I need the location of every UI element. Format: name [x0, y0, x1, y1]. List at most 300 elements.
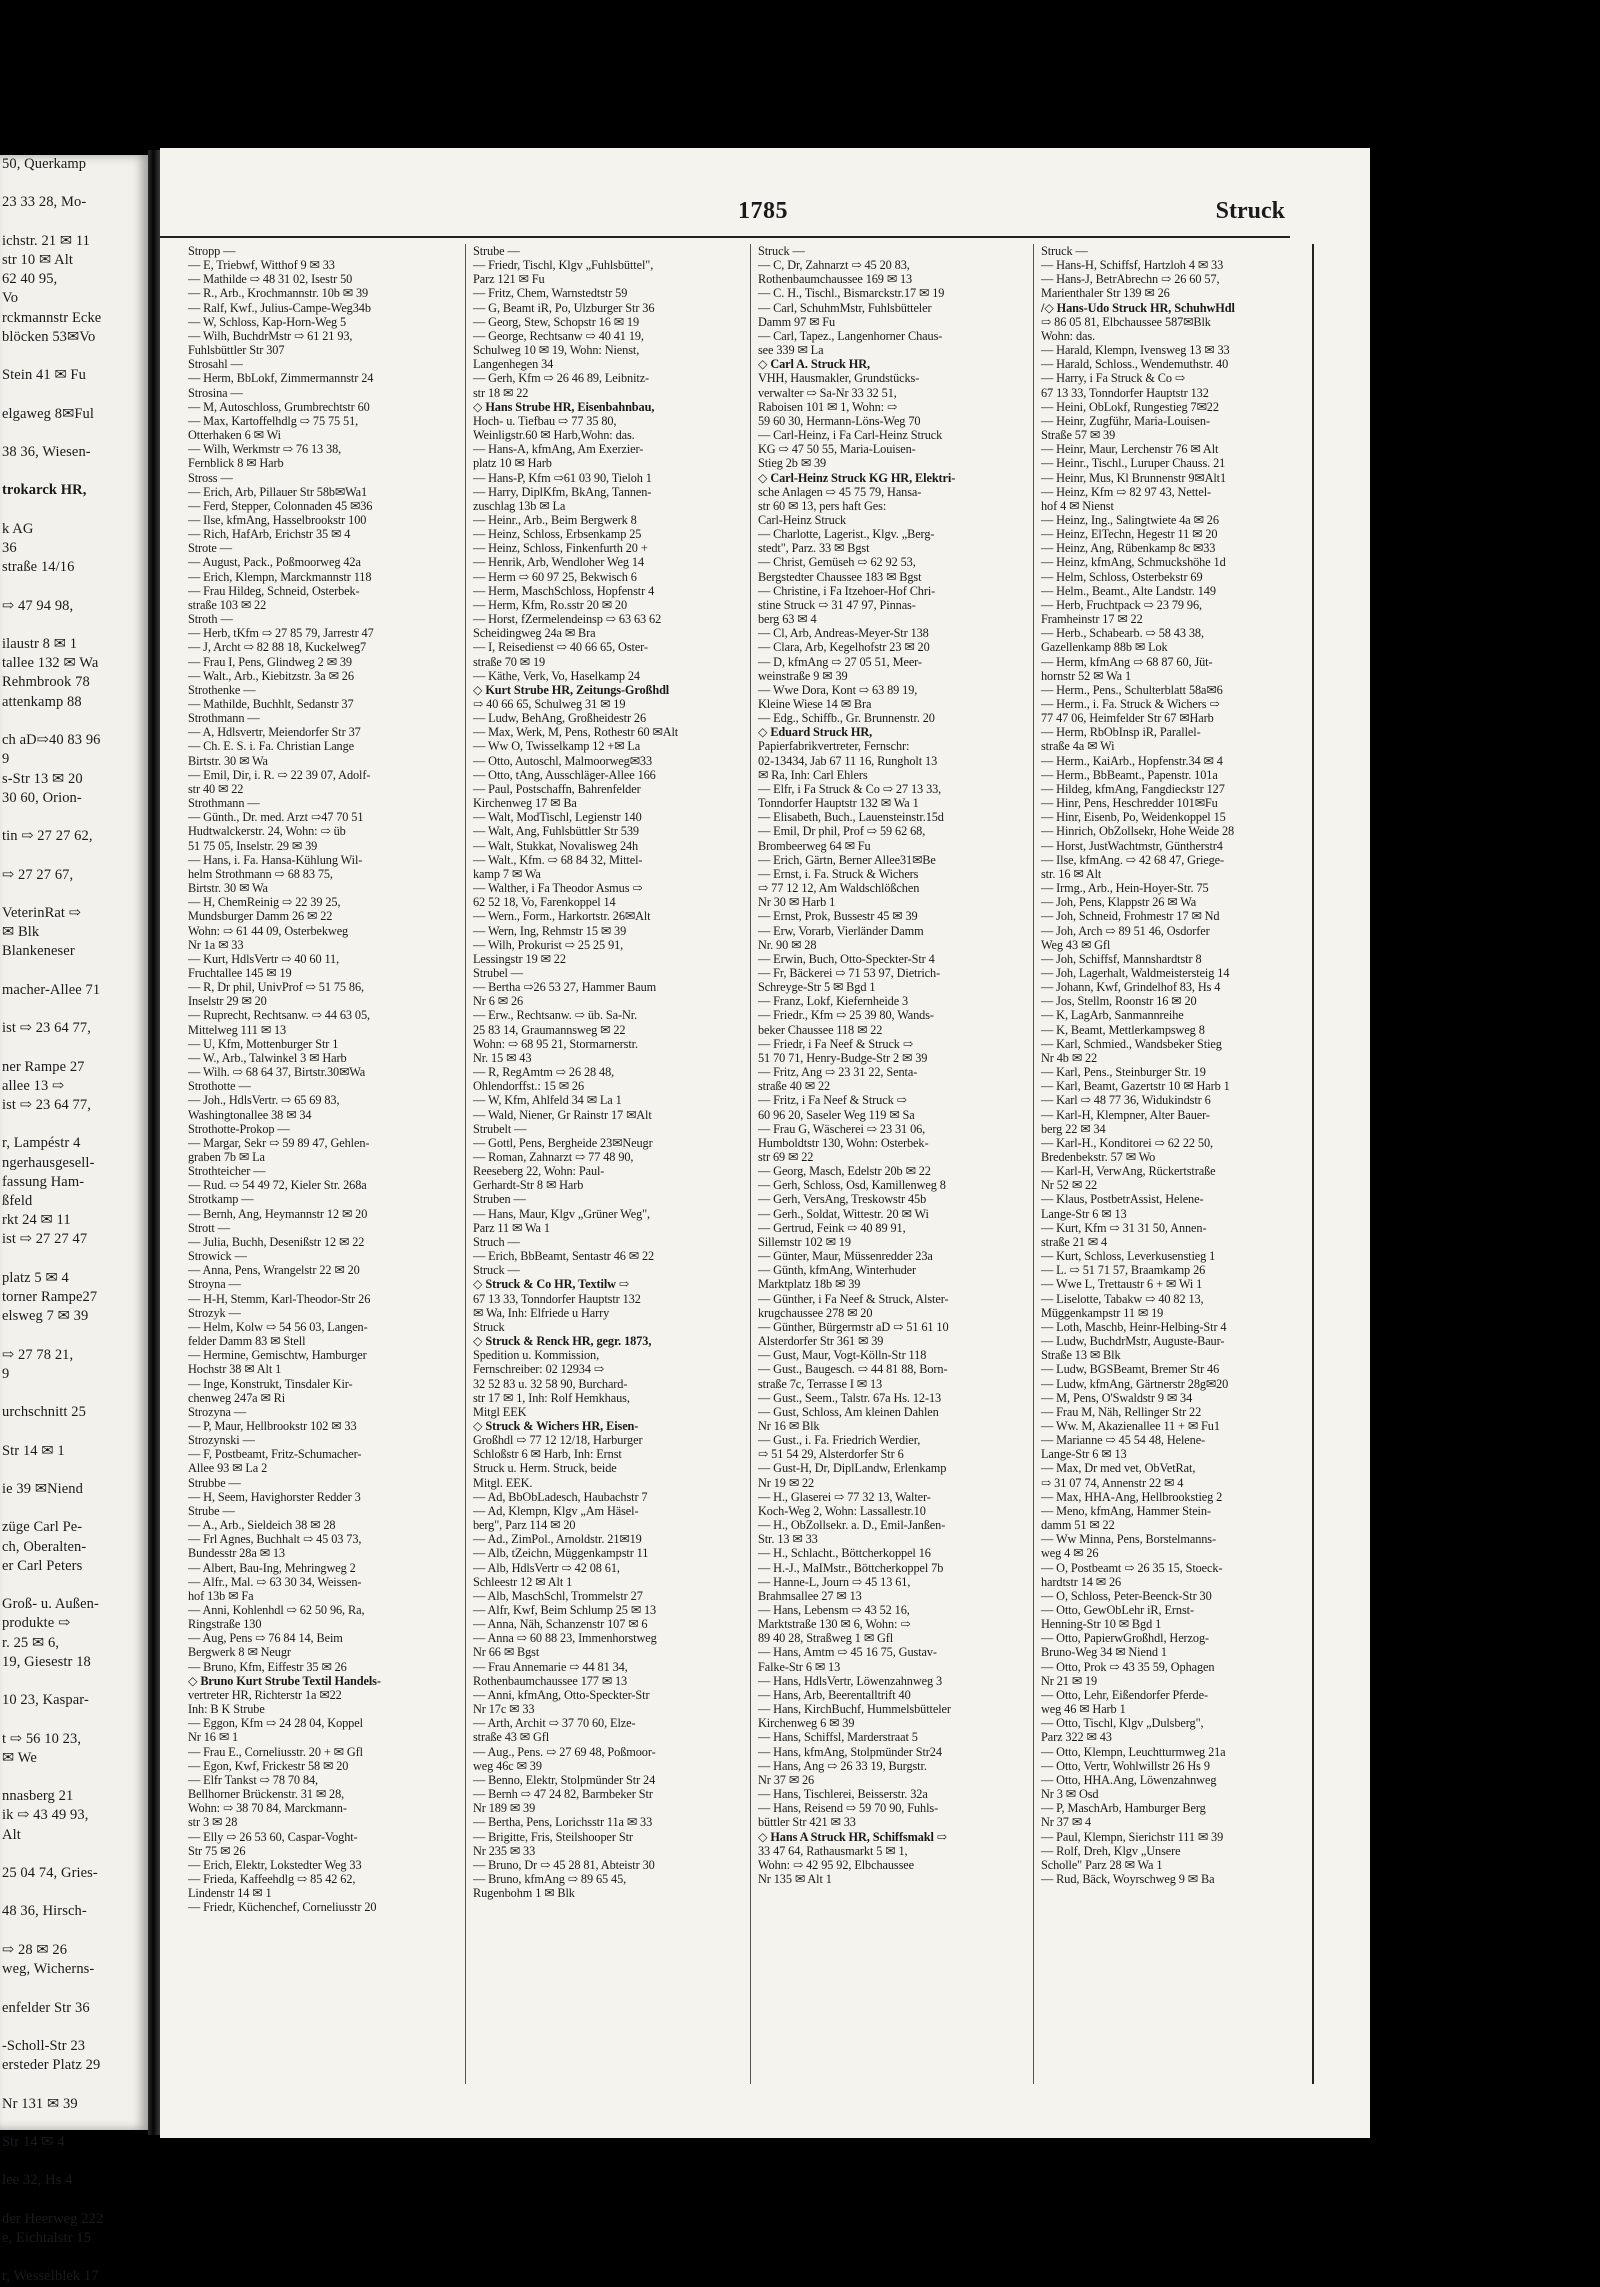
left-page-text-fragment: [0, 846, 148, 865]
directory-entry-line: Birtstr. 30 ✉ Wa: [188, 753, 268, 768]
left-page-text-fragment: tin ⇨ 27 27 62,: [2, 828, 93, 845]
left-page-text-fragment: [0, 577, 148, 596]
directory-entry-line: — Hans, Tischlerei, Beisserstr. 32a: [758, 1787, 928, 1802]
directory-entry-line: Stroth —: [188, 612, 233, 627]
left-page-text-fragment: Rehmbrook 78: [2, 674, 90, 691]
directory-entry-line: — Herm, RbObInsp iR, Parallel-: [1041, 725, 1201, 740]
directory-entry-line: Fernblick 8 ✉ Harb: [188, 456, 284, 471]
directory-entry-line: Wohn: ⇨ 38 70 84, Marckmann-: [188, 1801, 347, 1816]
directory-entry-line: weg 46 ✉ Harb 1: [1041, 1702, 1126, 1717]
directory-entry-line: — Julia, Buchh, Desenißstr 12 ✉ 22: [188, 1234, 365, 1249]
directory-entry-line: — W., Arb., Talwinkel 3 ✉ Harb: [188, 1050, 347, 1065]
directory-entry-line: — Walt., Arb., Kiebitzstr. 3a ✉ 26: [188, 668, 354, 683]
directory-column-4: [1041, 244, 1309, 1886]
directory-entry-line: Strothotte —: [188, 1079, 251, 1094]
directory-entry-line: Otterhaken 6 ✉ Wi: [188, 428, 281, 443]
left-page-text-fragment: rckmannstr Ecke: [2, 309, 102, 326]
running-head: Struck: [1215, 198, 1285, 224]
directory-entry-line: — Gerh, VersAng, Treskowstr 45b: [758, 1192, 927, 1207]
directory-entry-line: — Johann, Kwf, Grindelhof 83, Hs 4: [1041, 980, 1221, 995]
left-page-text-fragment: [0, 1710, 148, 1729]
directory-entry-line: — H, Seem, Havighorster Redder 3: [188, 1489, 361, 1504]
directory-entry-line: ⇨ 51 54 29, Alsterdorfer Str 6: [758, 1447, 904, 1462]
directory-entry-line: — Elly ⇨ 26 53 60, Caspar-Voght-: [188, 1829, 358, 1844]
directory-entry-line: kamp 7 ✉ Wa: [473, 866, 541, 881]
directory-entry-line: — Heinr, Maur, Lerchenstr 76 ✉ Alt: [1041, 442, 1219, 457]
directory-entry-line: ⇨ 31 07 74, Annenstr 22 ✉ 4: [1041, 1475, 1184, 1490]
directory-entry-line: Fernschreiber: 02 12934 ⇨: [473, 1362, 605, 1377]
directory-entry-line: — Hans, HdlsVertr, Löwenzahnweg 3: [758, 1673, 943, 1688]
left-page-text-fragment: torner Rampe27: [2, 1288, 98, 1305]
left-page-text-fragment: 9: [2, 1365, 10, 1382]
directory-entry-line: — Wwe L, Trettaustr 6 + ✉ Wi 1: [1041, 1277, 1203, 1292]
directory-entry-line: helm Strothmann ⇨ 68 83 75,: [188, 866, 333, 881]
directory-entry-line: Brombeerweg 64 ✉ Fu: [758, 838, 871, 853]
directory-entry-line: — U, Kfm, Mottenburger Str 1: [188, 1036, 339, 1051]
directory-entry-line: — Günth, kfmAng, Winterhuder: [758, 1263, 917, 1278]
directory-entry-line: — G, Beamt iR, Po, Ulzburger Str 36: [473, 300, 655, 315]
directory-entry-line: — Herm., KaiArb., Hopfenstr.34 ✉ 4: [1041, 753, 1223, 768]
column-divider: [750, 244, 751, 2084]
directory-entry-line: Lange-Str 6 ✉ 13: [1041, 1447, 1127, 1462]
directory-entry-line: — Erich, BbBeamt, Sentastr 46 ✉ 22: [473, 1249, 655, 1264]
left-page-text-fragment: [0, 1672, 148, 1691]
directory-entry-line: — Ludw, kfmAng, Gärtnerstr 28g✉20: [1041, 1376, 1229, 1391]
directory-entry-line: — K, LagArb, Sanmannreihe: [1041, 1008, 1184, 1023]
directory-entry-line: Lessingstr 19 ✉ 22: [473, 951, 566, 966]
directory-entry-line: Bruno-Weg 34 ✉ Niend 1: [1041, 1645, 1167, 1660]
directory-entry-line: Wohn: ⇨ 42 95 92, Elbchaussee: [758, 1857, 914, 1872]
directory-entry-line: Bergwerk 8 ✉ Neugr: [188, 1645, 291, 1660]
directory-entry-line: weinstraße 9 ✉ 39: [758, 668, 848, 683]
directory-entry-line: Fruchtallee 145 ✉ 19: [188, 965, 292, 980]
directory-entry-line: — Heinz, Ang, Rübenkamp 8c ✉33: [1041, 541, 1216, 556]
left-page-text-fragment: 10 23, Kaspar-: [2, 1692, 89, 1709]
directory-entry-line: — A., Arb., Sieldeich 38 ✉ 28: [188, 1518, 336, 1533]
directory-entry-line: Nr. 90 ✉ 28: [758, 937, 817, 952]
directory-entry-line: — Ww. M, Akazienallee 11 + ✉ Fu1: [1041, 1418, 1220, 1433]
directory-entry-line: — Mathilde, Buchhlt, Sedanstr 37: [188, 697, 354, 711]
directory-entry-line: Struch —: [473, 1234, 520, 1249]
directory-entry-line: — I, Reisedienst ⇨ 40 66 65, Oster-: [473, 640, 648, 655]
left-page-text-fragment: [0, 885, 148, 904]
directory-entry-line: zuschlag 13b ✉ La: [473, 498, 566, 513]
page-header: [160, 198, 1370, 232]
directory-entry-line: Strubel —: [473, 965, 523, 980]
directory-entry-line: — Ad., ZimPol., Arnoldstr. 21✉19: [473, 1532, 642, 1547]
directory-entry-line: — Henrik, Arb, Wendloher Weg 14: [473, 555, 645, 570]
directory-entry-line: — Rud. ⇨ 54 49 72, Kieler Str. 268a: [188, 1178, 367, 1193]
directory-entry-line: — Heinz, ElTechn, Hegestr 11 ✉ 20: [1041, 527, 1218, 542]
left-page-text-fragment: Groß- u. Außen-: [2, 1596, 99, 1613]
directory-entry-line: Strubelt —: [473, 1121, 527, 1136]
left-page-text-fragment: 30 60, Orion-: [2, 789, 82, 806]
directory-entry-line: Brahmsallee 27 ✉ 13: [758, 1588, 862, 1603]
left-page-text-fragment: VeterinRat ⇨: [2, 904, 81, 921]
directory-entry-line: — Hans, Reisend ⇨ 59 70 90, Fuhls-: [758, 1801, 939, 1816]
left-page-text-fragment: [0, 2075, 148, 2094]
directory-entry-line: Str 75 ✉ 26: [188, 1843, 246, 1858]
left-page-text-fragment: ner Rampe 27: [2, 1058, 85, 1075]
directory-entry-line: — Rich, HafArb, Erichstr 35 ✉ 4: [188, 527, 351, 542]
left-page-text-fragment: ichstr. 21 ✉ 11: [2, 232, 91, 249]
directory-entry-line: — Alb, HdlsVertr ⇨ 42 08 61,: [473, 1560, 620, 1575]
directory-entry-line: — Otto, Autoschl, Malmoorweg✉33: [473, 753, 653, 768]
left-page-text-fragment: [0, 1922, 148, 1941]
directory-entry-line: — Karl ⇨ 48 77 36, Widukindstr 6: [1041, 1093, 1211, 1108]
directory-entry-line: — Ww O, Twisselkamp 12 +✉ La: [473, 739, 641, 754]
directory-entry-line: — Gust., Seem., Talstr. 67a Hs. 12-13: [758, 1390, 942, 1405]
directory-entry-line: — Brigitte, Fris, Steilshooper Str: [473, 1829, 633, 1844]
directory-entry-line: — August, Pack., Poßmoorweg 42a: [188, 555, 361, 570]
directory-entry-line: Marktplatz 18b ✉ 39: [758, 1277, 861, 1292]
left-page-text-fragment: [0, 808, 148, 827]
directory-entry-line: — Gerh, Kfm ⇨ 26 46 89, Leibnitz-: [473, 371, 650, 386]
directory-entry-line: — Ilse, kfmAng. ⇨ 42 68 47, Griege-: [1041, 852, 1225, 867]
left-facing-page: [0, 155, 148, 2285]
directory-entry-line: Stieg 2b ✉ 39: [758, 456, 827, 471]
directory-entry-line: sche Anlagen ⇨ 45 75 79, Hansa-: [758, 484, 922, 499]
directory-entry-line: Mittelweg 111 ✉ 13: [188, 1022, 287, 1037]
directory-entry-line: — Heinz, Ing., Salingtwiete 4a ✉ 26: [1041, 512, 1219, 527]
directory-entry-line: — Roman, Zahnarzt ⇨ 77 48 90,: [473, 1150, 634, 1164]
left-page-text-fragment: str 10 ✉ Alt: [2, 252, 73, 269]
directory-column-1: [188, 244, 456, 1914]
directory-entry-line: — Günter, Maur, Müssenredder 23a: [758, 1249, 933, 1264]
directory-entry-line: — Herm., Pens., Schulterblatt 58a✉6: [1041, 682, 1223, 697]
directory-entry-line: — Max, Werk, M, Pens, Rothestr 60 ✉Alt: [473, 725, 679, 740]
directory-entry-line: Schleestr 12 ✉ Alt 1: [473, 1574, 573, 1589]
directory-entry-line: — Frau I, Pens, Glindweg 2 ✉ 39: [188, 654, 352, 669]
directory-entry-line: — Elisabeth, Buch., Lauensteinstr.15d: [758, 810, 944, 825]
directory-entry-line: 25 83 14, Graumannsweg ✉ 22: [473, 1022, 626, 1037]
directory-entry-line: — Karl, Pens., Steinburger Str. 19: [1041, 1065, 1206, 1080]
directory-entry-line: — Alb, tZeichn, Müggenkampstr 11: [473, 1546, 649, 1561]
directory-entry-line: — Wwe Dora, Kont ⇨ 63 89 19,: [758, 682, 918, 697]
directory-entry-line: Strothenke —: [188, 682, 256, 697]
directory-entry-line: Schulweg 10 ✉ 19, Wohn: Nienst,: [473, 343, 640, 358]
directory-entry-line: Rugenbohm 1 ✉ Blk: [473, 1886, 575, 1901]
directory-entry-line: Wohn: das.: [1041, 328, 1096, 343]
left-page-text-fragment: [0, 712, 148, 731]
directory-entry-line: hornstr 52 ✉ Wa 1: [1041, 668, 1132, 683]
directory-entry-line: — Alfr., Mal. ⇨ 63 30 34, Weissen-: [188, 1574, 362, 1589]
directory-entry-line: — Ad, Klempn, Klgv „Am Häsel-: [473, 1503, 639, 1518]
left-page-text-fragment: ßfeld: [2, 1192, 33, 1209]
directory-entry-line: hardtstr 14 ✉ 26: [1041, 1574, 1122, 1589]
directory-entry-line: — Ernst, Prok, Bussestr 45 ✉ 39: [758, 909, 918, 924]
directory-entry-line: — Gust., i. Fa. Friedrich Werdier,: [758, 1433, 921, 1448]
directory-entry-line: str. 16 ✉ Alt: [1041, 866, 1102, 881]
directory-entry-line: — Paul, Postschaffn, Bahrenfelder: [473, 781, 641, 796]
directory-entry-line: — Friedr, Tischl, Klgv „Fuhlsbüttel",: [473, 258, 654, 273]
directory-entry-line: — Heini, ObLokf, Rungestieg 7✉22: [1041, 399, 1219, 414]
directory-entry-line: hof 4 ✉ Nienst: [1041, 498, 1114, 513]
directory-entry-line: — Otto, Lehr, Eißendorfer Pferde-: [1041, 1687, 1208, 1702]
directory-entry-line: — Gerh., Soldat, Wittestr. 20 ✉ Wi: [758, 1206, 929, 1221]
left-page-text-fragment: tallee 132 ✉ Wa: [2, 655, 99, 672]
directory-entry-line: — Walt, ModTischl, Legienstr 140: [473, 810, 642, 825]
directory-entry-line: — Harry, i Fa Struck & Co ⇨: [1041, 371, 1186, 386]
directory-entry-line: str 17 ✉ 1, Inh: Rolf Hemkhaus,: [473, 1390, 630, 1405]
left-page-text-fragment: ch, Oberalten-: [2, 1538, 87, 1555]
directory-entry-line: — Paul, Klempn, Sierichstr 111 ✉ 39: [1041, 1829, 1224, 1844]
directory-entry-line: — Egon, Kwf, Frickestr 58 ✉ 20: [188, 1758, 349, 1773]
directory-entry-line: — H., ObZollsekr. a. D., Emil-Janßen-: [758, 1518, 946, 1533]
directory-entry-line: Strote —: [188, 541, 232, 556]
directory-entry-line: Langenhegen 34: [473, 357, 554, 372]
directory-entry-line: ◇ Struck & Wichers HR, Eisen-: [473, 1418, 639, 1433]
left-page-text-fragment: ⇨ 47 94 98,: [2, 597, 74, 614]
directory-entry-line: Bundesstr 28a ✉ 13: [188, 1546, 285, 1561]
directory-entry-line: Hoch- u. Tiefbau ⇨ 77 35 80,: [473, 413, 617, 428]
directory-entry-line: — Hans, kfmAng, Stolpmünder Str24: [758, 1744, 942, 1759]
directory-entry-line: Nr 16 ✉ Blk: [758, 1418, 820, 1433]
directory-entry-line: Nr 21 ✉ 19: [1041, 1673, 1098, 1688]
directory-entry-line: — Günther, i Fa Neef & Struck, Alster-: [758, 1291, 949, 1306]
directory-entry-line: damm 51 ✉ 22: [1041, 1518, 1115, 1533]
directory-entry-line: — P, Maur, Hellbrookstr 102 ✉ 33: [188, 1418, 357, 1433]
directory-entry-line: — Walther, i Fa Theodor Asmus ⇨: [473, 881, 643, 896]
directory-entry-line: — J, Archt ⇨ 82 88 18, Kuckelweg7: [188, 640, 367, 655]
directory-entry-line: — Bertha, Pens, Lorichsstr 11a ✉ 33: [473, 1815, 653, 1830]
left-page-text-fragment: [0, 2152, 148, 2171]
directory-entry-line: str 69 ✉ 22: [758, 1150, 814, 1164]
directory-entry-line: Strubbe —: [188, 1475, 241, 1490]
directory-entry-line: — Kurt, Kfm ⇨ 31 31 50, Annen-: [1041, 1220, 1207, 1235]
directory-entry-line: — Inge, Konstrukt, Tinsdaler Kir-: [188, 1376, 353, 1391]
directory-entry-line: — Kurt, HdlsVertr ⇨ 40 60 11,: [188, 951, 340, 966]
directory-entry-line: ◇ Hans A Struck HR, Schiffsmakl ⇨: [758, 1829, 947, 1844]
directory-column-2: [473, 244, 741, 1900]
directory-entry-line: Parz 11 ✉ Wa 1: [473, 1220, 550, 1235]
directory-entry-line: — Frau E., Corneliusstr. 20 + ✉ Gfl: [188, 1744, 363, 1759]
left-page-text-fragment: enfelder Str 36: [2, 1999, 90, 2016]
directory-entry-line: — Heinr, Mus, Kl Brunnenstr 9✉Alt1: [1041, 470, 1227, 485]
directory-entry-line: Nr 19 ✉ 22: [758, 1475, 815, 1490]
directory-entry-line: Humboldtstr 130, Wohn: Osterbek-: [758, 1135, 929, 1150]
directory-entry-line: — Erwin, Buch, Otto-Speckter-Str 4: [758, 951, 935, 966]
directory-entry-line: beker Chaussee 118 ✉ 22: [758, 1022, 883, 1037]
directory-entry-line: — D, kfmAng ⇨ 27 05 51, Meer-: [758, 654, 922, 669]
directory-entry-line: Framheinstr 17 ✉ 22: [1041, 612, 1143, 627]
directory-entry-line: — Wald, Niener, Gr Rainstr 17 ✉Alt: [473, 1107, 652, 1122]
left-page-text-fragment: ⇨ 27 27 67,: [2, 866, 74, 883]
directory-entry-line: platz 10 ✉ Harb: [473, 456, 552, 471]
left-page-text-fragment: der Heerweg 222: [2, 2210, 104, 2227]
directory-entry-line: Nr 189 ✉ 39: [473, 1801, 536, 1816]
column-divider: [465, 244, 466, 2084]
left-page-text-fragment: elgaweg 8✉Ful: [2, 405, 94, 422]
directory-entry-line: ◇ Bruno Kurt Strube Textil Handels-: [188, 1673, 381, 1688]
directory-entry-line: Rothenbaumchaussee 177 ✉ 13: [473, 1673, 628, 1688]
directory-entry-line: str 18 ✉ 22: [473, 385, 529, 400]
left-page-text-fragment: e, Eichtalstr 15: [2, 2229, 91, 2246]
directory-entry-line: Strott —: [188, 1220, 230, 1235]
left-page-text-fragment: [0, 385, 148, 404]
directory-entry-line: Nr 66 ✉ Bgst: [473, 1645, 540, 1660]
directory-entry-line: — Otto, Prok ⇨ 43 35 59, Ophagen: [1041, 1659, 1215, 1674]
left-page-text-fragment: züge Carl Pe-: [2, 1519, 83, 1536]
left-page-text-fragment: 9: [2, 751, 10, 768]
directory-entry-line: — Bernh, Ang, Heymannstr 12 ✉ 20: [188, 1206, 368, 1221]
directory-entry-line: Mitgl. EEK.: [473, 1475, 533, 1490]
directory-entry-line: — Gust, Maur, Vogt-Kölln-Str 118: [758, 1348, 927, 1363]
directory-entry-line: Bergstedter Chaussee 183 ✉ Bgst: [758, 569, 922, 584]
directory-entry-line: — Marianne ⇨ 45 54 48, Helene-: [1041, 1433, 1206, 1448]
directory-entry-line: — Clara, Arb, Kegelhofstr 23 ✉ 20: [758, 640, 930, 655]
directory-entry-line: graben 7b ✉ La: [188, 1150, 265, 1164]
directory-entry-line: — Alfr, Kwf, Beim Schlump 25 ✉ 13: [473, 1603, 657, 1617]
directory-entry-line: berg", Parz 114 ✉ 20: [473, 1518, 576, 1533]
directory-entry-line: — Heinz, Kfm ⇨ 82 97 43, Nettel-: [1041, 484, 1212, 499]
directory-entry-line: — Emil, Dir, i. R. ⇨ 22 39 07, Adolf-: [188, 767, 371, 782]
left-page-text-fragment: fassung Ham-: [2, 1173, 85, 1190]
directory-entry-line: — Anna ⇨ 60 88 23, Immenhorstweg: [473, 1631, 657, 1646]
directory-entry-line: — Ruprecht, Rechtsanw. ⇨ 44 63 05,: [188, 1008, 370, 1023]
left-page-text-fragment: elsweg 7 ✉ 39: [2, 1308, 89, 1325]
left-page-text-fragment: macher-Allee 71: [2, 981, 101, 998]
directory-entry-line: — Ludw, BuchdrMstr, Auguste-Baur-: [1041, 1334, 1225, 1349]
directory-entry-line: — Gust., Baugesch. ⇨ 44 81 88, Born-: [758, 1362, 948, 1377]
directory-entry-line: — Joh, Schiffsf, Mannshardtstr 8: [1041, 951, 1202, 966]
left-page-text-fragment: -Scholl-Str 23: [2, 2037, 86, 2054]
directory-entry-line: Weg 43 ✉ Gfl: [1041, 937, 1111, 952]
directory-entry-line: 51 75 05, Inselstr. 29 ✉ 39: [188, 838, 318, 853]
directory-entry-line: — L. ⇨ 51 71 57, Braamkamp 26: [1041, 1263, 1206, 1278]
directory-entry-line: — Hanne-L, Journ ⇨ 45 13 61,: [758, 1574, 911, 1589]
directory-entry-line: — Frau Annemarie ⇨ 44 81 34,: [473, 1659, 628, 1674]
directory-entry-line: Strozyk —: [188, 1305, 241, 1320]
left-page-text-fragment: [0, 1979, 148, 1998]
left-page-text-fragment: r, Lampéstr 4: [2, 1135, 81, 1152]
directory-entry-line: str 60 ✉ 13, pers haft Ges:: [758, 498, 887, 513]
book-gutter: [148, 150, 160, 2135]
directory-entry-line: Kirchenweg 17 ✉ Ba: [473, 796, 577, 811]
left-page-text-fragment: straße 14/16: [2, 559, 75, 576]
directory-entry-line: Nr 37 ✉ 26: [758, 1772, 815, 1787]
directory-entry-line: — Margar, Sekr ⇨ 59 89 47, Gehlen-: [188, 1135, 370, 1150]
directory-entry-line: Sillemstr 102 ✉ 19: [758, 1234, 851, 1249]
directory-entry-line: — H-H, Stemm, Karl-Theodor-Str 26: [188, 1291, 371, 1306]
directory-entry-line: Carl-Heinz Struck: [758, 512, 847, 527]
directory-entry-line: Mitgl EEK: [473, 1404, 527, 1419]
directory-entry-line: 62 52 18, Vo, Farenkoppel 14: [473, 895, 616, 910]
directory-entry-line: — Herm, kfmAng ⇨ 68 87 60, Jüt-: [1041, 654, 1213, 669]
directory-entry-line: — Joh, Pens, Klappstr 26 ✉ Wa: [1041, 895, 1197, 910]
directory-entry-line: Strozynski —: [188, 1433, 255, 1448]
left-page-text-fragment: [0, 1461, 148, 1480]
directory-entry-line: 51 70 71, Henry-Budge-Str 2 ✉ 39: [758, 1050, 928, 1065]
directory-entry-line: Marktstraße 130 ✉ 6, Wohn: ⇨: [758, 1617, 911, 1632]
directory-entry-line: — Elfr, i Fa Struck & Co ⇨ 27 13 33,: [758, 781, 942, 796]
directory-entry-line: — Herm ⇨ 60 97 25, Bekwisch 6: [473, 569, 637, 584]
left-page-text-fragment: r. 25 ✉ 6,: [2, 1634, 60, 1651]
left-page-text-fragment: [0, 1576, 148, 1595]
directory-entry-line: — Heinr., Tischl., Luruper Chauss. 21: [1041, 456, 1226, 471]
left-page-text-fragment: Alt: [2, 1826, 21, 1843]
directory-entry-line: — Friedr, Küchenchef, Corneliusstr 20: [188, 1900, 377, 1915]
directory-entry-line: — Irmg., Arb., Hein-Hoyer-Str. 75: [1041, 881, 1209, 896]
directory-entry-line: KG ⇨ 47 50 55, Maria-Louisen-: [758, 442, 916, 457]
directory-entry-line: ⇨ 40 66 65, Schulweg 31 ✉ 19: [473, 697, 626, 711]
directory-entry-line: Strothmann —: [188, 796, 260, 811]
directory-entry-line: Papierfabrikvertreter, Fernschr:: [758, 739, 910, 754]
directory-entry-line: — Bruno, Kfm, Eiffestr 35 ✉ 26: [188, 1659, 347, 1674]
directory-entry-line: — Hermine, Gemischtw, Hamburger: [188, 1348, 367, 1363]
directory-entry-line: Struck —: [758, 244, 805, 258]
directory-entry-line: straße 43 ✉ Gfl: [473, 1730, 550, 1745]
directory-entry-line: Reeseberg 22, Wohn: Paul-: [473, 1164, 605, 1179]
directory-column-3: [758, 244, 1026, 1886]
directory-entry-line: — Carl, Tapez., Langenhorner Chaus-: [758, 328, 943, 343]
directory-entry-line: Inh: B K Strube: [188, 1702, 265, 1717]
directory-entry-line: — Karl, Schmied., Wandsbeker Stieg: [1041, 1036, 1222, 1051]
directory-entry-line: Nr 135 ✉ Alt 1: [758, 1871, 832, 1886]
directory-entry-line: Nr 16 ✉ 1: [188, 1730, 239, 1745]
directory-entry-line: — Frieda, Kaffeehdlg ⇨ 85 42 62,: [188, 1871, 356, 1886]
directory-entry-line: — Erich, Elektr, Lokstedter Weg 33: [188, 1857, 362, 1872]
directory-entry-line: — Joh, Lagerhalt, Waldmeistersteig 14: [1041, 965, 1230, 980]
directory-entry-line: — Gottl, Pens, Bergheide 23✉Neugr: [473, 1135, 653, 1150]
left-page-text-fragment: s-Str 13 ✉ 20: [2, 770, 83, 787]
directory-entry-line: — Fritz, Ang ⇨ 23 31 22, Senta-: [758, 1065, 918, 1080]
left-page-text-fragment: platz 5 ✉ 4: [2, 1269, 69, 1286]
directory-entry-line: — Friedr, i Fa Neef & Struck ⇨: [758, 1036, 914, 1051]
directory-entry-line: — Eggon, Kfm ⇨ 24 28 04, Koppel: [188, 1716, 363, 1731]
directory-entry-line: Müggenkampstr 11 ✉ 19: [1041, 1305, 1164, 1320]
directory-entry-line: vertreter HR, Richterstr 1a ✉22: [188, 1687, 342, 1702]
left-page-text-fragment: [0, 213, 148, 232]
directory-entry-line: — Helm, Schloss, Osterbekstr 69: [1041, 569, 1203, 584]
directory-entry-line: Henning-Str 10 ✉ Bgd 1: [1041, 1617, 1162, 1632]
column-divider: [1033, 244, 1034, 2084]
directory-entry-line: 32 52 83 u. 32 58 90, Burchard-: [473, 1376, 628, 1391]
directory-entry-line: Nr 6 ✉ 26: [473, 994, 524, 1009]
directory-entry-line: Schreyge-Str 5 ✉ Bgd 1: [758, 980, 876, 995]
directory-entry-line: Strowick —: [188, 1249, 247, 1264]
directory-entry-line: Allee 93 ✉ La 2: [188, 1461, 268, 1476]
directory-entry-line: ⇨ 77 12 12, Am Waldschlößchen: [758, 881, 920, 896]
directory-entry-line: 33 47 64, Rathausmarkt 5 ✉ 1,: [758, 1843, 908, 1858]
directory-entry-line: — H., Glaserei ⇨ 77 32 13, Walter-: [758, 1489, 931, 1504]
directory-entry-line: — Harald, Klempn, Ivensweg 13 ✉ 33: [1041, 343, 1230, 358]
directory-entry-line: 02-13434, Jab 67 11 16, Rungholt 13: [758, 753, 938, 768]
directory-entry-line: — Christine, i Fa Itzehoer-Hof Chri-: [758, 583, 936, 598]
left-page-text-fragment: [0, 501, 148, 520]
directory-entry-line: Spedition u. Kommission,: [473, 1348, 600, 1363]
directory-entry-line: — Carl, SchuhmMstr, Fuhlsbütteler: [758, 300, 932, 315]
directory-entry-line: — Fritz, Chem, Warnstedtstr 59: [473, 286, 628, 301]
left-page-text-fragment: [0, 1250, 148, 1269]
left-page-text-fragment: t ⇨ 56 10 23,: [2, 1730, 82, 1747]
directory-entry-line: — Ad, BbObLadesch, Haubachstr 7: [473, 1489, 648, 1504]
directory-entry-line: — Gerh, Schloss, Osd, Kamillenweg 8: [758, 1178, 946, 1193]
directory-entry-line: ◇ Carl-Heinz Struck KG HR, Elektri-: [758, 470, 956, 485]
directory-entry-line: Mundsburger Damm 26 ✉ 22: [188, 909, 333, 924]
directory-entry-line: str 3 ✉ 28: [188, 1815, 238, 1830]
directory-entry-line: Nr 3 ✉ Osd: [1041, 1787, 1099, 1802]
directory-entry-line: Straße 57 ✉ 39: [1041, 428, 1116, 443]
directory-entry-line: Nr 235 ✉ 33: [473, 1843, 536, 1858]
left-page-text-fragment: r, Wesselblek 17: [2, 2268, 99, 2285]
directory-entry-line: — Heinr, Zugführ, Maria-Louisen-: [1041, 413, 1210, 428]
directory-entry-line: — Joh., HdlsVertr. ⇨ 65 69 83,: [188, 1093, 340, 1108]
directory-entry-line: Nr. 15 ✉ 43: [473, 1050, 532, 1065]
directory-entry-line: — Wern, Ing, Rehmstr 15 ✉ 39: [473, 923, 627, 938]
directory-entry-line: Gazellenkamp 88b ✉ Lok: [1041, 640, 1168, 655]
left-page-text-fragment: 38 36, Wiesen-: [2, 444, 91, 461]
